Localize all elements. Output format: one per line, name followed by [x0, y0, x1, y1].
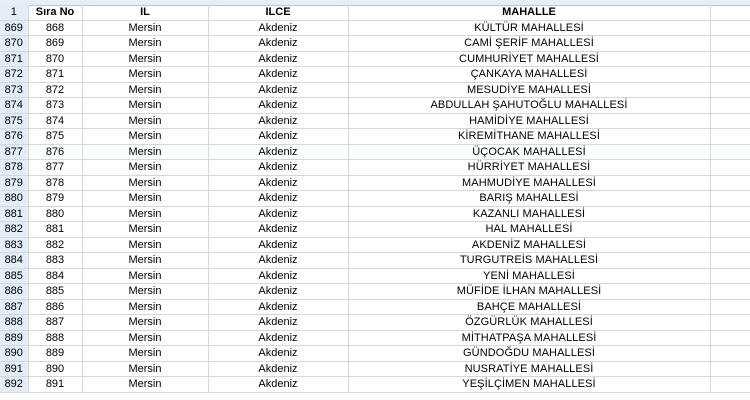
cell-il[interactable]: Mersin	[82, 36, 208, 52]
cell-mahalle[interactable]: BARIŞ MAHALLESİ	[348, 191, 710, 207]
empty-cell[interactable]	[710, 191, 750, 207]
row-number[interactable]: 880	[0, 191, 28, 207]
cell-ilce[interactable]: Akdeniz	[208, 253, 348, 269]
cell-ilce[interactable]: Akdeniz	[208, 237, 348, 253]
header-row	[0, 5, 750, 20]
table-row	[0, 82, 750, 98]
cell-ilce[interactable]: Akdeniz	[208, 377, 348, 393]
column-header-mahalle[interactable]: MAHALLE	[348, 5, 710, 20]
cell-ilce[interactable]: Akdeniz	[208, 330, 348, 346]
table-row	[0, 67, 750, 83]
cell-sira-no[interactable]: 877	[28, 160, 82, 176]
empty-cell[interactable]	[710, 160, 750, 176]
empty-cell[interactable]	[710, 222, 750, 238]
row-number[interactable]: 889	[0, 330, 28, 346]
row-number[interactable]: 875	[0, 113, 28, 129]
cell-ilce[interactable]: Akdeniz	[208, 222, 348, 238]
table-row	[0, 268, 750, 284]
cell-mahalle[interactable]: BAHÇE MAHALLESİ	[348, 299, 710, 315]
cell-mahalle[interactable]: MÜFİDE İLHAN MAHALLESİ	[348, 284, 710, 300]
cell-mahalle[interactable]: HAL MAHALLESİ	[348, 222, 710, 238]
cell-il[interactable]: Mersin	[82, 113, 208, 129]
cell-sira-no[interactable]: 872	[28, 82, 82, 98]
table-row	[0, 144, 750, 160]
cell-ilce[interactable]: Akdeniz	[208, 284, 348, 300]
table-row	[0, 330, 750, 346]
cell-ilce[interactable]: Akdeniz	[208, 113, 348, 129]
empty-cell[interactable]	[710, 346, 750, 362]
cell-il[interactable]: Mersin	[82, 206, 208, 222]
cell-sira-no[interactable]: 880	[28, 206, 82, 222]
table-row	[0, 51, 750, 67]
cell-mahalle[interactable]: KAZANLI MAHALLESİ	[348, 206, 710, 222]
row-number[interactable]: 869	[0, 20, 28, 36]
empty-cell[interactable]	[710, 253, 750, 269]
cell-sira-no[interactable]: 876	[28, 144, 82, 160]
row-number[interactable]: 883	[0, 237, 28, 253]
cell-mahalle[interactable]: MESUDİYE MAHALLESİ	[348, 82, 710, 98]
cell-sira-no[interactable]: 870	[28, 51, 82, 67]
cell-ilce[interactable]: Akdeniz	[208, 20, 348, 36]
row-number[interactable]: 871	[0, 51, 28, 67]
cell-sira-no[interactable]: 883	[28, 253, 82, 269]
table-row	[0, 253, 750, 269]
row-number[interactable]: 884	[0, 253, 28, 269]
empty-cell[interactable]	[710, 144, 750, 160]
empty-cell[interactable]	[710, 315, 750, 331]
column-header-il[interactable]: IL	[82, 5, 208, 20]
row-number[interactable]: 874	[0, 98, 28, 114]
row-number[interactable]: 887	[0, 299, 28, 315]
cell-il[interactable]: Mersin	[82, 51, 208, 67]
row-number[interactable]: 888	[0, 315, 28, 331]
cell-sira-no[interactable]: 890	[28, 361, 82, 377]
cell-il[interactable]: Mersin	[82, 222, 208, 238]
cell-mahalle[interactable]: KÜLTÜR MAHALLESİ	[348, 20, 710, 36]
empty-cell[interactable]	[710, 67, 750, 83]
table-row	[0, 191, 750, 207]
cell-mahalle[interactable]: ÇANKAYA MAHALLESİ	[348, 67, 710, 83]
empty-cell[interactable]	[710, 377, 750, 393]
cell-sira-no[interactable]: 888	[28, 330, 82, 346]
empty-cell[interactable]	[710, 82, 750, 98]
cell-mahalle[interactable]: YEŞİLÇİMEN MAHALLESİ	[348, 377, 710, 393]
cell-ilce[interactable]: Akdeniz	[208, 82, 348, 98]
cell-sira-no[interactable]: 874	[28, 113, 82, 129]
cell-ilce[interactable]: Akdeniz	[208, 299, 348, 315]
table-row	[0, 377, 750, 393]
cell-mahalle[interactable]: ÜÇOCAK MAHALLESİ	[348, 144, 710, 160]
table-row	[0, 346, 750, 362]
cell-mahalle[interactable]: HAMİDİYE MAHALLESİ	[348, 113, 710, 129]
table-row	[0, 284, 750, 300]
cell-il[interactable]: Mersin	[82, 284, 208, 300]
cell-ilce[interactable]: Akdeniz	[208, 268, 348, 284]
cell-il[interactable]: Mersin	[82, 361, 208, 377]
empty-cell[interactable]	[710, 98, 750, 114]
cell-mahalle[interactable]: ABDULLAH ŞAHUTOĞLU MAHALLESİ	[348, 98, 710, 114]
cell-mahalle[interactable]: ÖZGÜRLÜK MAHALLESİ	[348, 315, 710, 331]
cell-il[interactable]: Mersin	[82, 330, 208, 346]
table-row	[0, 222, 750, 238]
row-number[interactable]: 1	[0, 5, 28, 20]
empty-cell[interactable]	[710, 113, 750, 129]
cell-ilce[interactable]: Akdeniz	[208, 98, 348, 114]
cell-ilce[interactable]: Akdeniz	[208, 191, 348, 207]
cell-sira-no[interactable]: 891	[28, 377, 82, 393]
empty-cell[interactable]	[710, 20, 750, 36]
cell-ilce[interactable]: Akdeniz	[208, 346, 348, 362]
table-row	[0, 206, 750, 222]
empty-cell[interactable]	[710, 175, 750, 191]
row-number[interactable]: 891	[0, 361, 28, 377]
table-row	[0, 129, 750, 145]
cell-mahalle[interactable]: GÜNDOĞDU MAHALLESİ	[348, 346, 710, 362]
cell-ilce[interactable]: Akdeniz	[208, 315, 348, 331]
cell-sira-no[interactable]: 881	[28, 222, 82, 238]
cell-sira-no[interactable]: 882	[28, 237, 82, 253]
cell-ilce[interactable]: Akdeniz	[208, 51, 348, 67]
row-number[interactable]: 890	[0, 346, 28, 362]
cell-il[interactable]: Mersin	[82, 299, 208, 315]
cell-ilce[interactable]: Akdeniz	[208, 206, 348, 222]
cell-il[interactable]: Mersin	[82, 315, 208, 331]
row-number[interactable]: 885	[0, 268, 28, 284]
cell-il[interactable]: Mersin	[82, 129, 208, 145]
cell-il[interactable]: Mersin	[82, 253, 208, 269]
cell-ilce[interactable]: Akdeniz	[208, 144, 348, 160]
cell-ilce[interactable]: Akdeniz	[208, 361, 348, 377]
cell-mahalle[interactable]: TURGUTREİS MAHALLESİ	[348, 253, 710, 269]
empty-cell[interactable]	[710, 237, 750, 253]
row-number[interactable]: 886	[0, 284, 28, 300]
empty-cell[interactable]	[710, 330, 750, 346]
cell-il[interactable]: Mersin	[82, 144, 208, 160]
cell-mahalle[interactable]: MAHMUDİYE MAHALLESİ	[348, 175, 710, 191]
cell-il[interactable]: Mersin	[82, 268, 208, 284]
row-number[interactable]: 878	[0, 160, 28, 176]
cell-ilce[interactable]: Akdeniz	[208, 67, 348, 83]
column-header-ilce[interactable]: ILCE	[208, 5, 348, 20]
table-row	[0, 175, 750, 191]
table-row	[0, 160, 750, 176]
cell-sira-no[interactable]: 875	[28, 129, 82, 145]
cell-il[interactable]: Mersin	[82, 67, 208, 83]
cell-il[interactable]: Mersin	[82, 160, 208, 176]
row-number[interactable]: 882	[0, 222, 28, 238]
row-number[interactable]: 879	[0, 175, 28, 191]
cell-il[interactable]: Mersin	[82, 20, 208, 36]
cell-ilce[interactable]: Akdeniz	[208, 36, 348, 52]
row-number[interactable]: 892	[0, 377, 28, 393]
row-number[interactable]: 870	[0, 36, 28, 52]
cell-il[interactable]: Mersin	[82, 191, 208, 207]
column-header-sira-no[interactable]: Sıra No	[28, 5, 82, 20]
data-table	[0, 5, 750, 393]
cell-ilce[interactable]: Akdeniz	[208, 129, 348, 145]
cell-ilce[interactable]: Akdeniz	[208, 175, 348, 191]
table-row	[0, 315, 750, 331]
cell-sira-no[interactable]: 869	[28, 36, 82, 52]
empty-cell[interactable]	[710, 51, 750, 67]
cell-sira-no[interactable]: 868	[28, 20, 82, 36]
cell-mahalle[interactable]: CAMİ ŞERİF MAHALLESİ	[348, 36, 710, 52]
cell-mahalle[interactable]: CUMHURİYET MAHALLESİ	[348, 51, 710, 67]
cell-il[interactable]: Mersin	[82, 346, 208, 362]
row-number[interactable]: 877	[0, 144, 28, 160]
cell-mahalle[interactable]: MİTHATPAŞA MAHALLESİ	[348, 330, 710, 346]
cell-sira-no[interactable]: 885	[28, 284, 82, 300]
cell-sira-no[interactable]: 879	[28, 191, 82, 207]
cell-il[interactable]: Mersin	[82, 175, 208, 191]
cell-sira-no[interactable]: 871	[28, 67, 82, 83]
empty-cell[interactable]	[710, 129, 750, 145]
cell-mahalle[interactable]: YENİ MAHALLESİ	[348, 268, 710, 284]
cell-sira-no[interactable]: 886	[28, 299, 82, 315]
row-number[interactable]: 881	[0, 206, 28, 222]
table-row	[0, 36, 750, 52]
empty-cell[interactable]	[710, 5, 750, 20]
cell-il[interactable]: Mersin	[82, 82, 208, 98]
empty-cell[interactable]	[710, 206, 750, 222]
cell-ilce[interactable]: Akdeniz	[208, 160, 348, 176]
table-row	[0, 113, 750, 129]
table-row	[0, 299, 750, 315]
table-row	[0, 361, 750, 377]
cell-il[interactable]: Mersin	[82, 377, 208, 393]
table-row	[0, 98, 750, 114]
empty-cell[interactable]	[710, 268, 750, 284]
cell-il[interactable]: Mersin	[82, 237, 208, 253]
row-number[interactable]: 872	[0, 67, 28, 83]
cell-mahalle[interactable]: HÜRRİYET MAHALLESİ	[348, 160, 710, 176]
cell-sira-no[interactable]: 884	[28, 268, 82, 284]
cell-sira-no[interactable]: 889	[28, 346, 82, 362]
empty-cell[interactable]	[710, 299, 750, 315]
row-number[interactable]: 876	[0, 129, 28, 145]
table-row	[0, 237, 750, 253]
empty-cell[interactable]	[710, 36, 750, 52]
cell-sira-no[interactable]: 878	[28, 175, 82, 191]
empty-cell[interactable]	[710, 284, 750, 300]
row-number[interactable]: 873	[0, 82, 28, 98]
table-row	[0, 20, 750, 36]
cell-sira-no[interactable]: 873	[28, 98, 82, 114]
empty-cell[interactable]	[710, 361, 750, 377]
cell-mahalle[interactable]: KİREMİTHANE MAHALLESİ	[348, 129, 710, 145]
cell-mahalle[interactable]: AKDENİZ MAHALLESİ	[348, 237, 710, 253]
cell-il[interactable]: Mersin	[82, 98, 208, 114]
cell-sira-no[interactable]: 887	[28, 315, 82, 331]
cell-mahalle[interactable]: NUSRATİYE MAHALLESİ	[348, 361, 710, 377]
